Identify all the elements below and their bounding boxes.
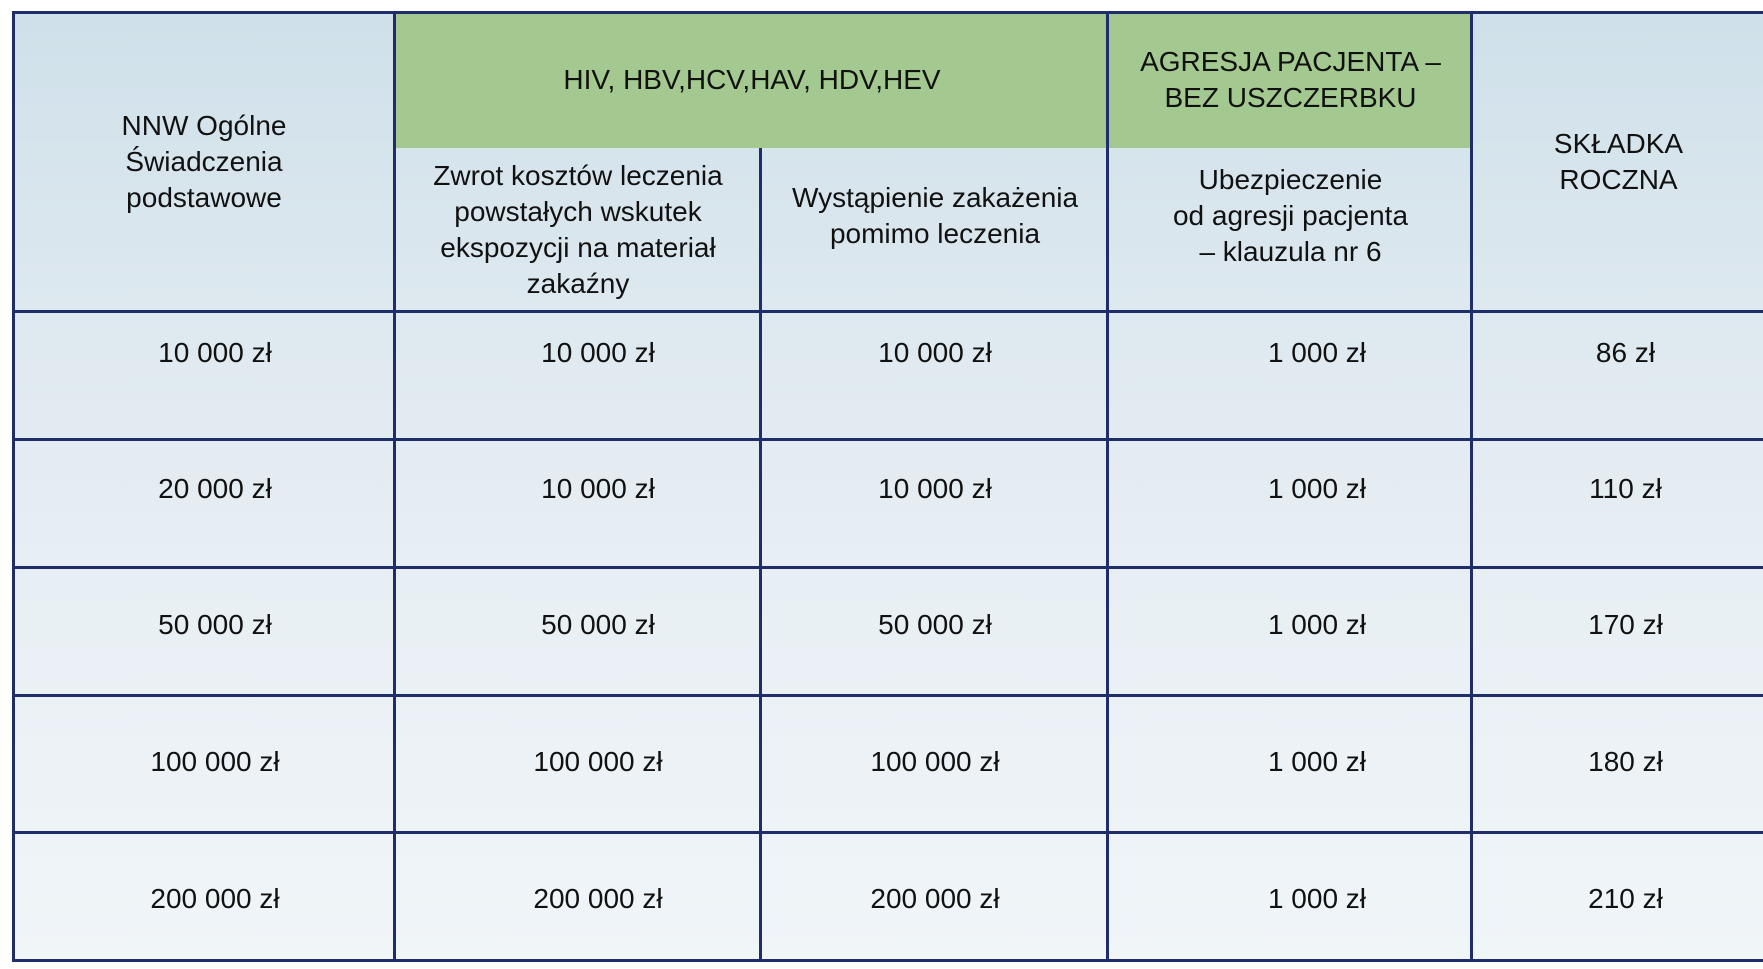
table-cell: 50 000 zł (158, 609, 272, 640)
column-header-nnw: NNW Ogólne Świadczenia podstawowe (121, 109, 287, 213)
table-cell: 10 000 zł (541, 473, 655, 504)
table-cell: 200 000 zł (533, 883, 663, 914)
table-cell: 1 000 zł (1267, 473, 1367, 504)
table-cell: 50 000 zł (878, 609, 992, 640)
table-cell: 10 000 zł (878, 473, 992, 504)
table-border-left (12, 11, 15, 962)
column-header-annual-premium: SKŁADKA ROCZNA (1553, 127, 1684, 195)
table-cell: 1 000 zł (1267, 609, 1367, 640)
header-divider (14, 310, 1763, 313)
table-cell: 86 zł (1595, 337, 1656, 368)
table-cell: 1 000 zł (1267, 883, 1367, 914)
column-divider (393, 11, 396, 962)
column-header-treatment-cost: Zwrot kosztów leczenia powstałych wskutek ekspozycji na materiał zakaźny (433, 159, 723, 299)
table-border-bottom (14, 959, 1763, 962)
table-cell: 1 000 zł (1267, 746, 1367, 777)
table-cell: 1 000 zł (1267, 337, 1367, 368)
column-divider (759, 148, 762, 962)
row-divider (14, 566, 1763, 569)
table-cell: 100 000 zł (150, 746, 280, 777)
table-cell: 170 zł (1588, 609, 1663, 640)
row-divider (14, 438, 1763, 441)
table-cell: 110 zł (1589, 473, 1662, 504)
infections-group-header: HIV, HBV,HCV,HAV, HDV,HEV (563, 64, 941, 95)
table-border-top (14, 11, 1763, 14)
table-cell: 180 zł (1588, 746, 1663, 777)
column-divider (1470, 11, 1473, 962)
column-header-aggression-insurance: Ubezpieczenie od agresji pacjenta – klauzula nr 6 (1172, 164, 1409, 267)
table-cell: 200 000 zł (150, 883, 280, 914)
table-cell: 10 000 zł (878, 337, 992, 368)
table-cell: 210 zł (1588, 883, 1663, 914)
table-cell: 100 000 zł (870, 746, 1000, 777)
row-divider (14, 831, 1763, 834)
table-cell: 20 000 zł (158, 473, 272, 504)
aggression-group-header: AGRESJA PACJENTA – BEZ USZCZERBKU (1140, 46, 1441, 113)
table-cell: 10 000 zł (541, 337, 655, 368)
table-cell: 200 000 zł (870, 883, 1000, 914)
column-divider (1106, 11, 1109, 962)
column-header-infection-occurrence: Wystąpienie zakażenia pomimo leczenia (791, 182, 1079, 249)
table-cell: 10 000 zł (158, 337, 272, 368)
row-divider (14, 694, 1763, 697)
table-cell: 50 000 zł (541, 609, 655, 640)
table-cell: 100 000 zł (533, 746, 663, 777)
